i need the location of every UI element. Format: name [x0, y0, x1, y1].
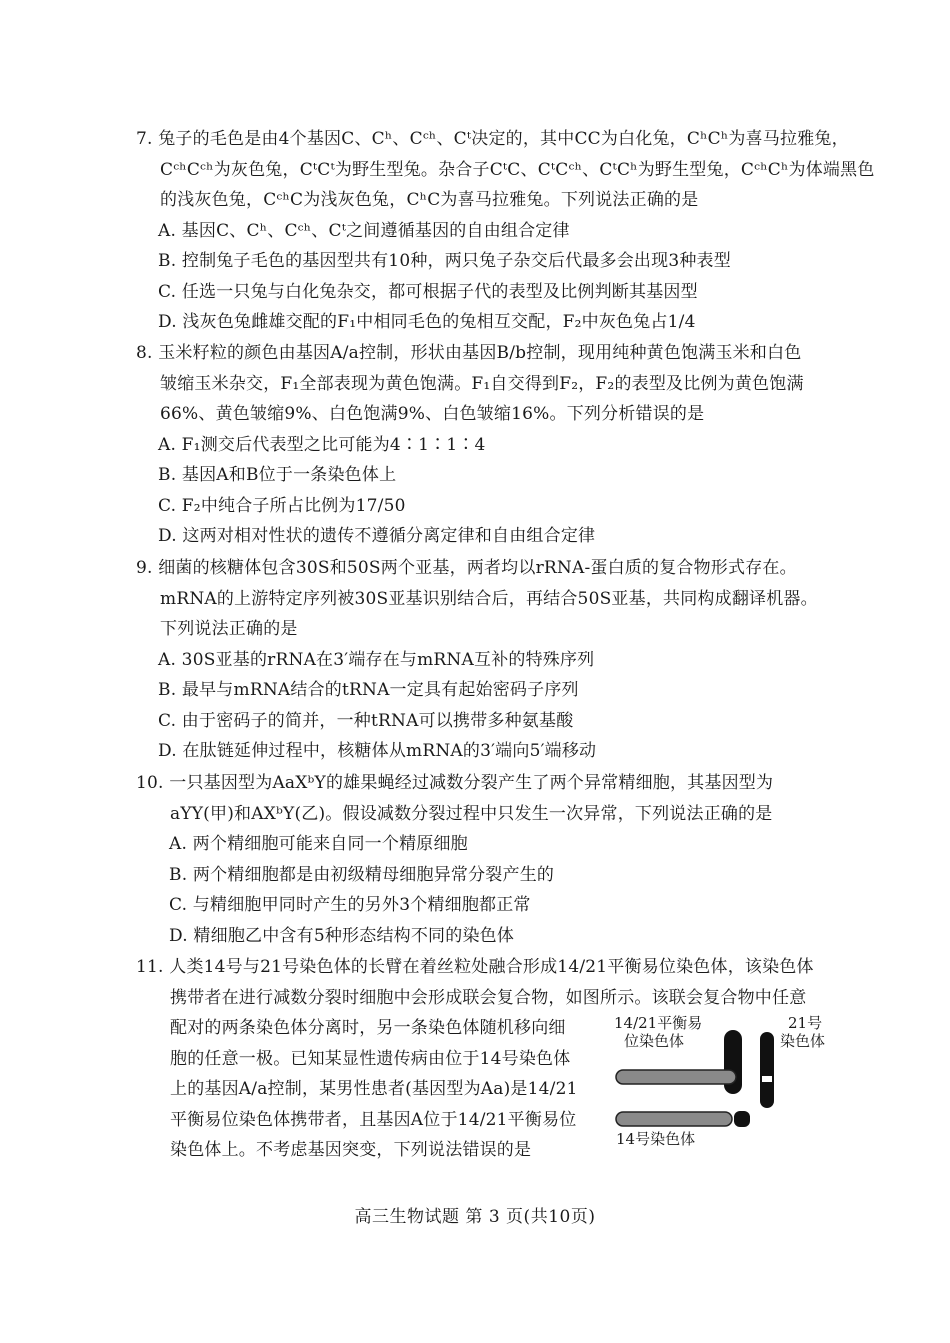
question-10-option-c: C. 与精细胞甲同时产生的另外3个精细胞都正常 [169, 895, 531, 915]
question-11-stem-line-3: 配对的两条染色体分离时，另一条染色体随机移向细 [170, 1018, 566, 1038]
question-11-stem-line-5: 上的基因A/a控制，某男性患者(基因型为Aa)是14/21 [170, 1079, 578, 1099]
label-chromosome-14: 14号染色体 [616, 1130, 696, 1148]
question-10-stem-line-2: aYY(甲)和AXᵇY(乙)。假设减数分裂过程中只发生一次异常，下列说法正确的是 [170, 803, 773, 824]
question-7-stem-line-3: 的浅灰色兔，CᶜʰC为浅灰色兔，CʰC为喜马拉雅兔。下列说法正确的是 [160, 190, 699, 210]
question-8-option-b: B. 基因A和B位于一条染色体上 [158, 465, 397, 485]
question-10-option-b: B. 两个精细胞都是由初级精母细胞异常分裂产生的 [169, 864, 555, 885]
chromosome-21-centromere [762, 1076, 772, 1082]
question-7-option-c: C. 任选一只兔与白化兔杂交，都可根据子代的表型及比例判断其基因型 [158, 281, 698, 302]
question-8-stem-line-1: 8. 玉米籽粒的颜色由基因A/a控制，形状由基因B/b控制，现用纯种黄色饱满玉米和白色 [136, 343, 802, 363]
question-11-stem-line-7: 染色体上。不考虑基因突变，下列说法错误的是 [170, 1140, 532, 1160]
question-8-option-a: A. F₁测交后代表型之比可能为4∶1∶1∶4 [158, 434, 486, 455]
question-11-stem-line-1: 11. 人类14号与21号染色体的长臂在着丝粒处融合形成14/21平衡易位染色体，该染色体 [136, 957, 814, 977]
label-translocation-line-1: 14/21平衡易 [614, 1014, 703, 1032]
label-translocation-line-2: 位染色体 [624, 1032, 685, 1050]
question-9-option-a: A. 30S亚基的rRNA在3′端存在与mRNA互补的特殊序列 [158, 649, 595, 670]
question-8-stem-line-2: 皱缩玉米杂交，F₁全部表现为黄色饱满。F₁自交得到F₂，F₂的表型及比例为黄色饱满 [160, 373, 804, 394]
question-9-option-b: B. 最早与mRNA结合的tRNA一定具有起始密码子序列 [158, 680, 579, 700]
label-chromosome-21-line-2: 染色体 [780, 1032, 826, 1050]
question-7-stem-line-2: CᶜʰCᶜʰ为灰色兔，CᵗCᵗ为野生型兔。杂合子CᵗC、CᵗCᶜʰ、CᵗCʰ为野生型兔，CᶜʰCʰ为体端黑色 [160, 159, 875, 180]
question-9-option-d: D. 在肽链延伸过程中，核糖体从mRNA的3′端向5′端移动 [158, 741, 597, 761]
question-7 [136, 124, 875, 338]
question-9-option-c: C. 由于密码子的简并，一种tRNA可以携带多种氨基酸 [158, 710, 574, 731]
question-8 [136, 338, 856, 552]
question-8-stem-line-3: 66%、黄色皱缩9%、白色饱满9%、白色皱缩16%。下列分析错误的是 [160, 404, 705, 424]
synapsis-complex-figure [608, 1014, 868, 1170]
question-7-option-b: B. 控制兔子毛色的基因型共有10种，两只兔子杂交后代最多会出现3种表型 [158, 251, 731, 271]
question-10-option-d: D. 精细胞乙中含有5种形态结构不同的染色体 [169, 925, 515, 946]
question-9-stem-line-2: mRNA的上游特定序列被30S亚基识别结合后，再结合50S亚基，共同构成翻译机器。 [160, 588, 818, 609]
question-9-stem-line-1: 9. 细菌的核糖体包含30S和50S两个亚基，两者均以rRNA-蛋白质的复合物形式存在。 [136, 558, 797, 578]
question-11-stem-line-2: 携带者在进行减数分裂时细胞中会形成联会复合物，如图所示。该联会复合物中任意 [170, 987, 807, 1008]
question-10-stem-line-1: 10. 一只基因型为AaXᵇY的雄果蝇经过减数分裂产生了两个异常精细胞，其基因型为 [136, 773, 774, 793]
page-footer: 高三生物试题 第 3 页(共10页) [354, 1207, 596, 1227]
question-11-stem-line-6: 平衡易位染色体携带者，且基因A位于14/21平衡易位 [170, 1109, 577, 1130]
question-7-option-d: D. 浅灰色兔雌雄交配的F₁中相同毛色的兔相互交配，F₂中灰色兔占1/4 [158, 312, 696, 332]
question-10 [136, 768, 856, 951]
question-7-option-a: A. 基因C、Cʰ、Cᶜʰ、Cᵗ之间遵循基因的自由组合定律 [158, 220, 570, 241]
question-10-option-a: A. 两个精细胞可能来自同一个精原细胞 [169, 834, 468, 854]
label-chromosome-21-line-1: 21号 [788, 1014, 823, 1032]
chromosome-14-short-arm [734, 1111, 750, 1127]
chromosome-21-lower-arm [760, 1078, 774, 1108]
question-9 [136, 553, 856, 767]
chromosome-14-long-arm [616, 1112, 732, 1126]
question-8-option-d: D. 这两对相对性状的遗传不遵循分离定律和自由组合定律 [158, 526, 596, 546]
question-7-stem-line-1: 7. 兔子的毛色是由4个基因C、Cʰ、Cᶜʰ、Cᵗ决定的，其中CC为白化兔，CʰCʰ为喜马拉雅兔， [136, 129, 849, 149]
question-9-stem-line-3: 下列说法正确的是 [160, 619, 298, 639]
translocation-chromosome-horizontal-arm [616, 1070, 736, 1084]
question-8-option-c: C. F₂中纯合子所占比例为17/50 [158, 495, 406, 516]
question-11-stem-line-4: 胞的任意一极。已知某显性遗传病由位于14号染色体 [170, 1048, 571, 1069]
